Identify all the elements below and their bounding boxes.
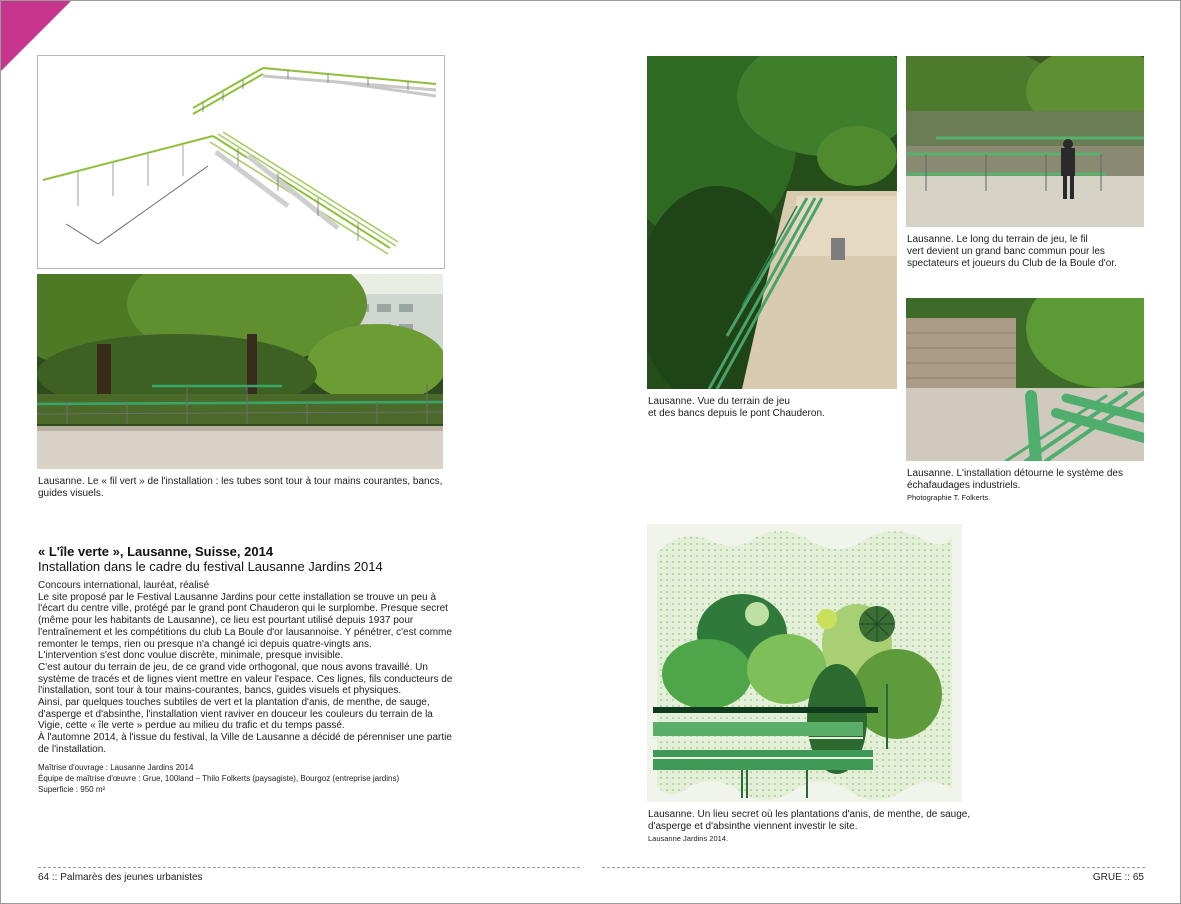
footer-rule-right [602,867,1145,868]
railing-diagram [37,55,445,269]
article-paragraph: Le site proposé par le Festival Lausanne Jardins pour cette installation se trouve un peu à l'écart du centre ville, protégé par le grand pont Chauderon qui le surplombe. Presque secret (même pour les habitants de Lausanne), ce lieu est pourtant utilisé depuis 1937 pour l'entraînement et les compétitions du club La Boule d'or lausannoise. Y pénétrer, c'est comme remonter le temps, rien ou presque n'a changé ici depuis quatre-vingts ans. [38,591,452,650]
railing-axonometric-drawing-icon [38,56,444,268]
footer-right-page-number: GRUE :: 65 [1092,872,1144,883]
caption-photo-tubes [907,468,1145,503]
project-credits [38,762,458,795]
photo-tubes [906,298,1144,461]
article [38,544,458,795]
article-status: Concours international, lauréat, réalisé [38,580,210,591]
photo-aerial-view [647,56,897,389]
article-subtitle: Installation dans le cadre du festival Lausanne Jardins 2014 [38,559,383,574]
caption-text: Lausanne. L'installation détourne le système des échafaudages industriels. [907,468,1123,491]
caption-illustration [648,809,978,844]
caption-line: d'asperge et d'absinthe viennent investir le site. [648,821,858,832]
credit-line: Maîtrise d'ouvrage : Lausanne Jardins 2014 [38,762,194,772]
credit-line: Équipe de maîtrise d'œuvre : Grue, 100land – Thilo Folkerts (paysagiste), Bourgoz (entreprise jardins) [38,773,400,783]
caption-line: Lausanne. Vue du terrain de jeu [648,396,790,407]
caption-photo-aerial [648,396,898,420]
photo-bench [906,56,1144,227]
article-title: « L'île verte », Lausanne, Suisse, 2014 [38,544,274,559]
article-paragraph: À l'automne 2014, à l'issue du festival, la Ville de Lausanne a décidé de pérenniser une partie de l'installation. [38,732,452,755]
caption-photo-bench [907,234,1145,270]
article-paragraph: L'intervention s'est donc voulue discrète, minimale, presque invisible. [38,650,344,662]
caption-line: Lausanne. Un lieu secret où les plantations d'anis, de menthe, de sauge, [648,809,971,820]
caption-line: spectateurs et joueurs du Club de la Boule d'or. [907,258,1117,269]
illustration-credit: Lausanne Jardins 2014. [648,834,729,843]
article-paragraph: Ainsi, par quelques touches subtiles de vert et la plantation d'anis, de menthe, de sauge, d'asperge et d'absinthe, l'installation vient raviver en douceur les couleurs du terrain de la Vigie, cette « île verte » perdue au milieu du trafic et du temps passé. [38,697,433,732]
credit-line: Superficie : 950 m² [38,784,106,794]
photo-credit: Photographie T. Folkerts. [907,493,991,502]
caption-photo-court [38,476,450,500]
caption-line: et des bancs depuis le pont Chauderon. [648,408,825,419]
photo-court-trees [37,274,443,469]
garden-illustration [647,524,962,802]
caption-line: Lausanne. Le long du terrain de jeu, le fil [907,234,1088,245]
footer-left-page-number: 64 :: Palmarès des jeunes urbanistes [38,872,203,883]
footer-rule-left [38,867,580,868]
article-paragraph: C'est autour du terrain de jeu, de ce grand vide orthogonal, que nous avons travaillé. Un système de tracés et de lignes vient mettre en valeur l'espace. Ces lignes, fils conducteurs de l'installation, sont tour à tour mains-courantes, bancs, guides visuels et physiques. [38,661,453,697]
caption-line: vert devient un grand banc commun pour les [907,246,1105,257]
caption-text: Lausanne. Le « fil vert » de l'installation : les tubes sont tour à tour mains courantes, bancs, guides visuels. [38,476,443,499]
